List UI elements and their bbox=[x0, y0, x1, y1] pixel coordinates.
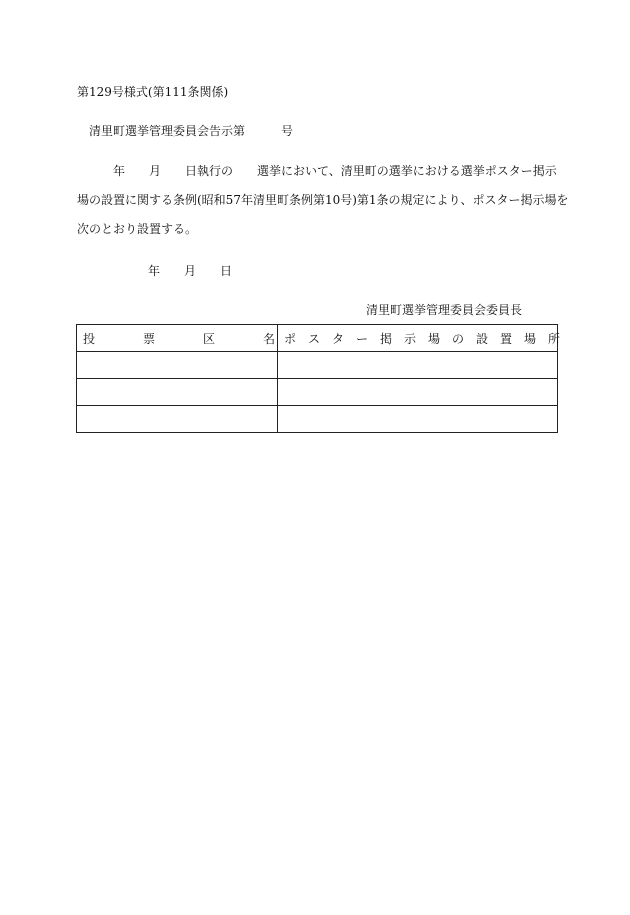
table-header-row bbox=[77, 325, 558, 352]
table-cell bbox=[77, 379, 278, 406]
table-cell bbox=[278, 352, 558, 379]
form-number-label: 第129号様式(第111条関係) bbox=[77, 85, 229, 99]
notice-title: 清里町選挙管理委員会告示第 号 bbox=[89, 124, 294, 138]
table-cell bbox=[77, 406, 278, 433]
table-row bbox=[77, 379, 558, 406]
body-text-line: 場の設置に関する条例(昭和57年清里町条例第10号)第1条の規定により、ポスター掲示場を bbox=[77, 193, 569, 207]
issuer-title: 清里町選挙管理委員会委員長 bbox=[366, 303, 523, 317]
table-row bbox=[77, 406, 558, 433]
column-header-poster-site-location: ポ ス タ ー 掲 示 場 の 設 置 場 所 bbox=[278, 325, 558, 352]
poster-site-table bbox=[76, 324, 561, 433]
body-text-line: 年 月 日執行の 選挙において、清里町の選挙における選挙ポスター掲示 bbox=[77, 164, 557, 178]
table-cell bbox=[278, 406, 558, 433]
body-text-line: 次のとおり設置する。 bbox=[77, 222, 198, 236]
date-line: 年 月 日 bbox=[148, 264, 233, 278]
table-row bbox=[77, 352, 558, 379]
column-header-voting-district: 投 票 区 名 bbox=[77, 325, 278, 352]
table-cell bbox=[278, 379, 558, 406]
table-cell bbox=[77, 352, 278, 379]
